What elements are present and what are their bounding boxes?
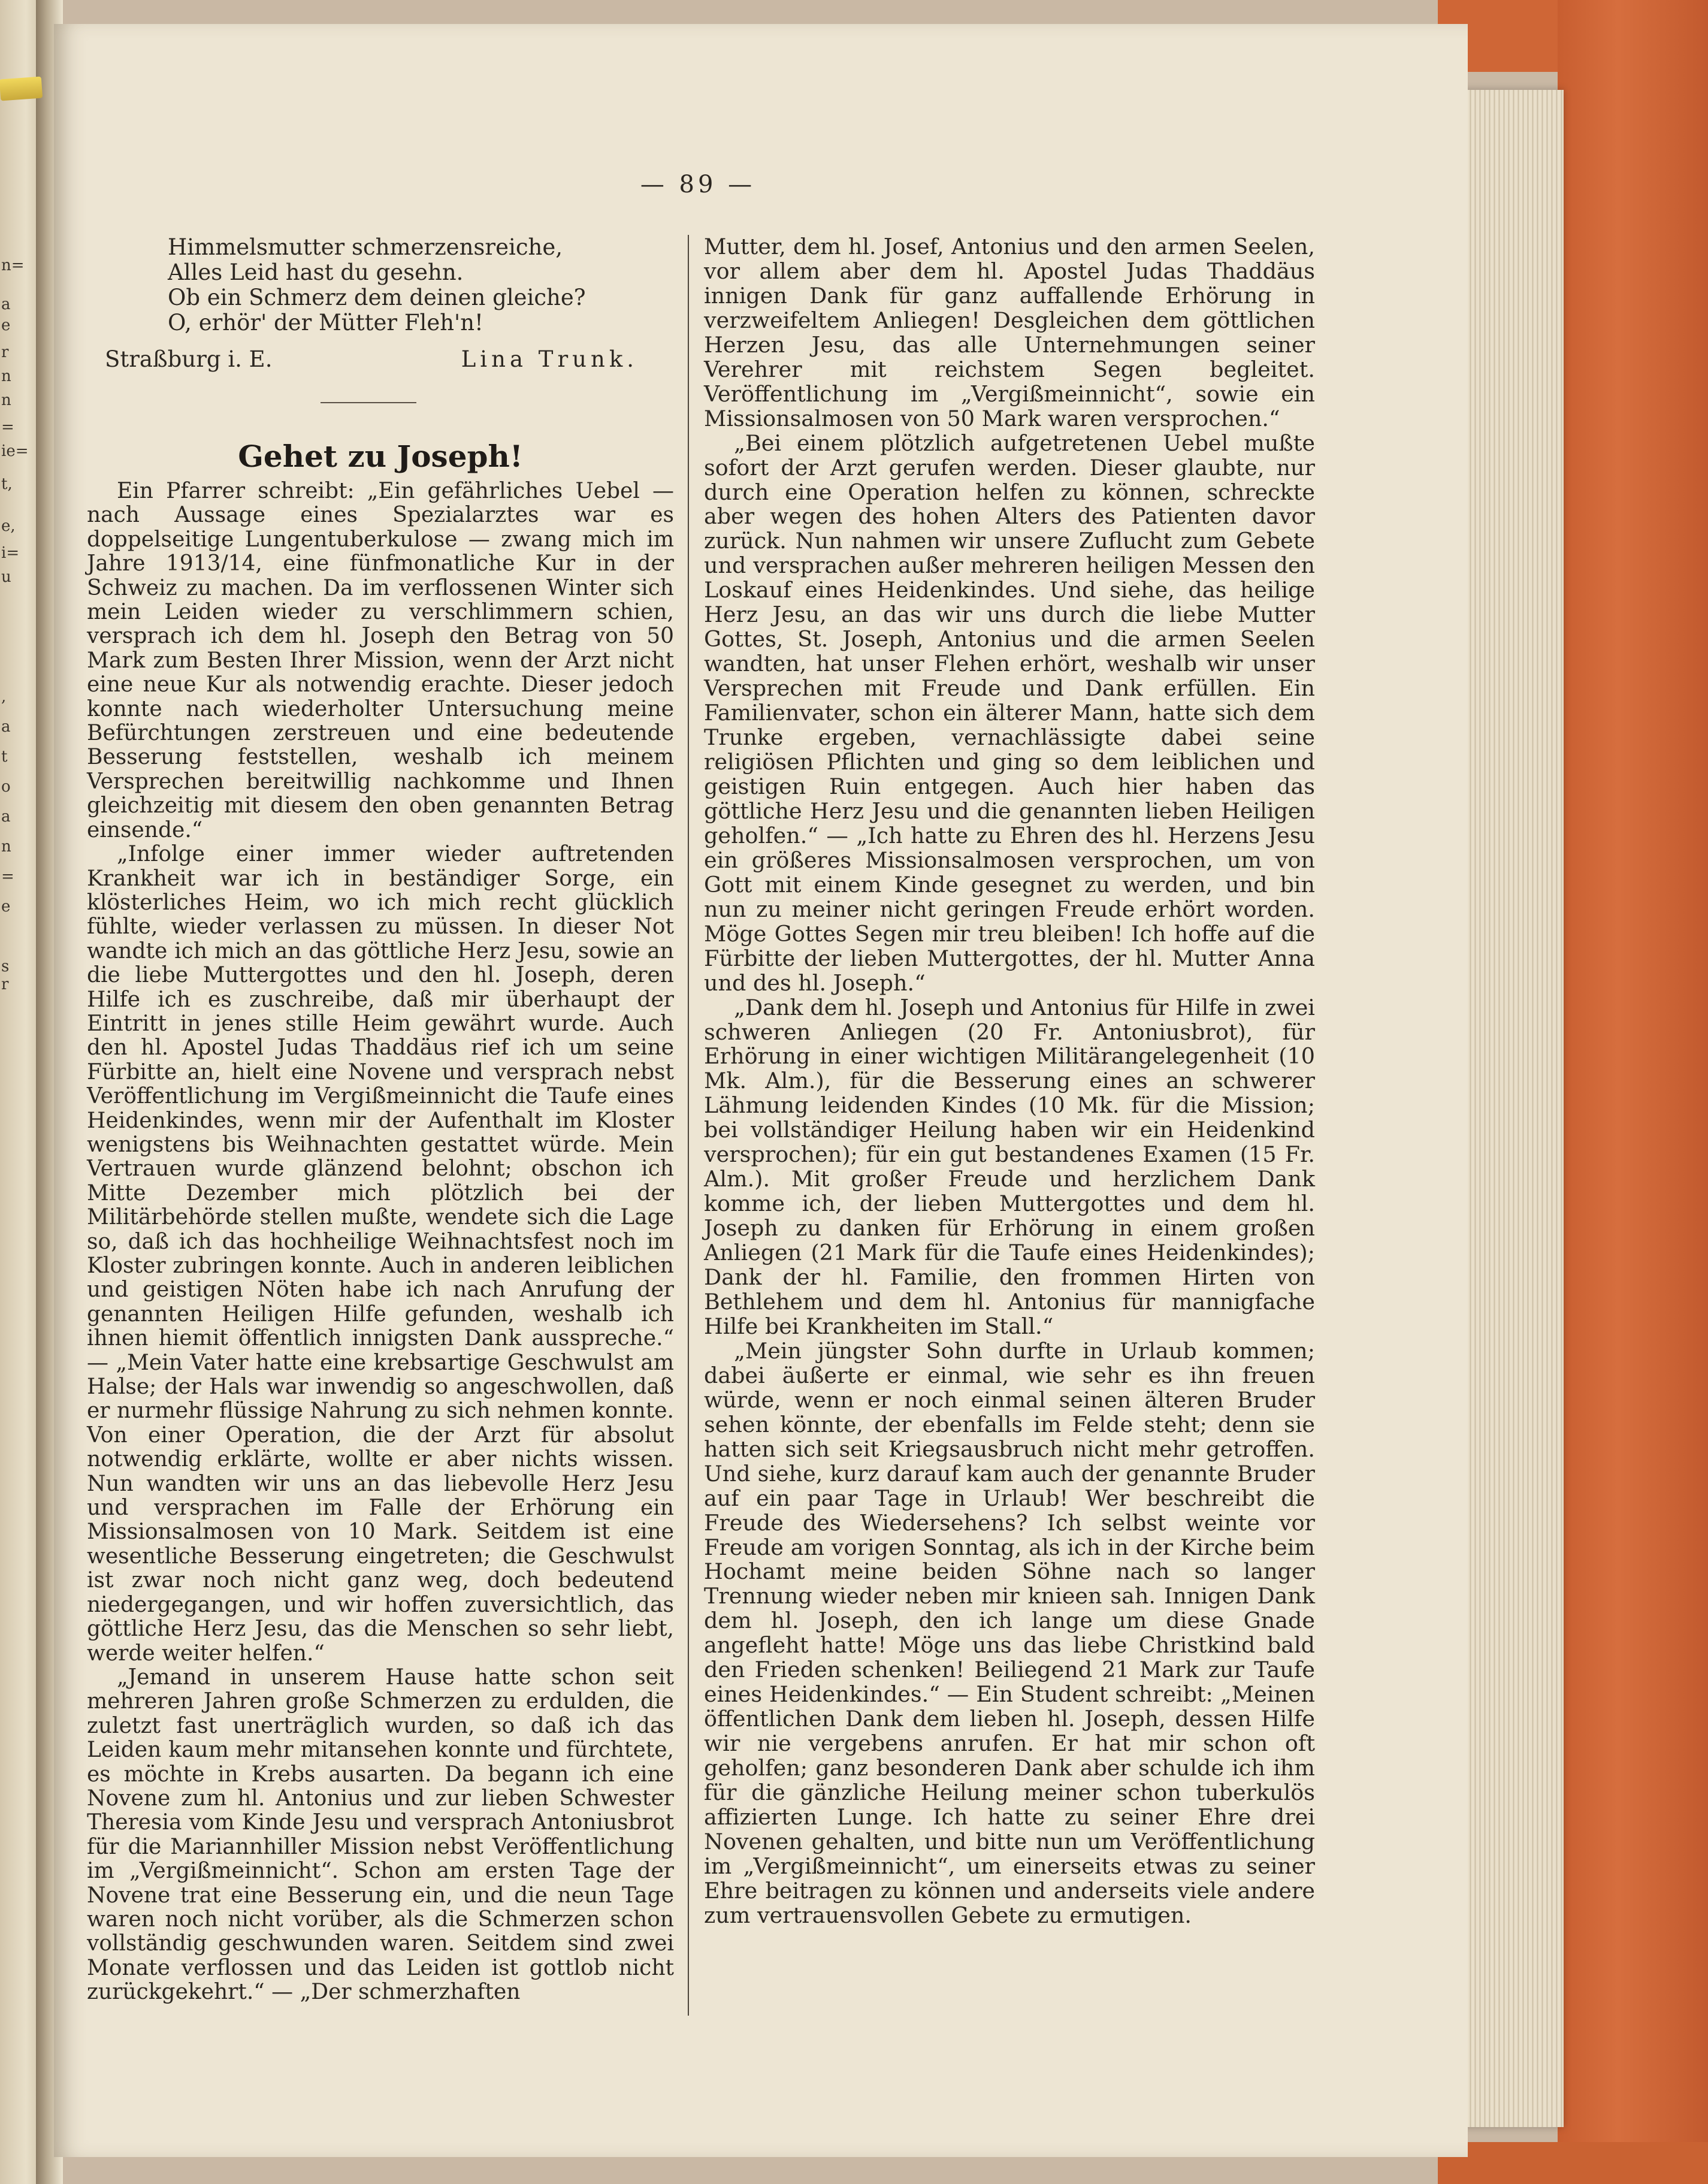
left-page-fragment: e, — [1, 517, 16, 535]
paragraph: „Infolge einer immer wieder auftretenden Krankheit war ich in beständiger Sorge, ein klösterliches Heim, wo ich mich recht glücklich fühlte, wieder verlassen zu müssen. In dieser Not wandte ich mich an das göttliche Herz Jesu, sowie an die liebe Muttergottes und den hl. Joseph, deren Hilfe ich es zuschreibe, daß mir überhaupt der Eintritt in jenes stille Heim gewährt wurde. Auch den hl. Apostel Judas Thaddäus rief ich um seine Fürbitte an, hielt eine Novene und versprach nebst Veröffentlichung im Vergißmeinnicht die Taufe eines Heidenkindes, wenn mir der Aufenthalt im Kloster wenigstens bis Weihnachten gestattet würde. Mein Vertrauen wurde glänzend belohnt; obschon ich Mitte Dezember mich plötzlich bei der Militärbehörde stellen mußte, wendete sich die Lage so, daß ich das hochheilige Weihnachtsfest noch im Kloster zubringen konnte. Auch in anderen leiblichen und geistigen Nöten habe ich nach Anrufung der genannten Heiligen Hilfe gefunden, weshalb ich ihnen hiemit öffentlich innigsten Dank ausspreche.“ — „Mein Vater hatte eine krebsartige Geschwulst am Halse; der Hals war inwendig so angeschwollen, daß er nurmehr flüssige Nahrung zu sich nehmen konnte. Von einer Operation, die der Arzt für absolut notwendig erklärte, wollte er aber nichts wissen. Nun wandten wir uns an das liebevolle Herz Jesu und versprachen im Falle der Erhörung ein Missionsalmosen von 10 Mark. Seitdem ist eine wesentliche Besserung eingetreten; die Geschwulst ist zwar noch nicht ganz weg, doch bedeutend niedergegangen, und wir hoffen zuversichtlich, das göttliche Herz Jesu, das die Menschen so sehr liebt, werde weiter helfen.“ — [87, 842, 674, 1666]
poem — [168, 235, 635, 336]
left-page-fragment: e — [1, 898, 11, 916]
paragraph: „Jemand in unserem Hause hatte schon seit mehreren Jahren große Schmerzen zu erdulden, die zuletzt fast unerträglich wurden, so daß ich das Leiden kaum mehr mitansehen konnte und fürchtete, es möchte in Krebs ausarten. Da begann ich eine Novene zum hl. Antonius und zur lieben Schwester Theresia vom Kinde Jesu und versprach Antoniusbrot für die Mariannhiller Mission nebst Veröffentlichung im „Vergißmeinnicht“. Schon am ersten Tage der Novene trat eine Besserung ein, und die neun Tage waren noch nicht vorüber, als die Schmerzen schon vollständig geschwunden waren. Seitdem sind zwei Monate verflossen und das Leiden ist gottlob nicht zurückgekehrt.“ — „Der schmerzhaften — [87, 1665, 674, 2005]
poem-line: Himmelsmutter schmerzensreiche, — [168, 234, 563, 260]
poem-line: O, erhör' der Mütter Fleh'n! — [168, 310, 483, 336]
left-page-fragment: a — [1, 808, 11, 826]
book-cover-bottom — [1438, 2142, 1708, 2184]
left-page-fragment: , — [1, 688, 7, 706]
left-page-fragment: = — [1, 868, 14, 886]
page-edges — [1462, 90, 1564, 2127]
left-page-fragment: t, — [1, 475, 13, 493]
poem-author: Lina Trunk. — [461, 346, 638, 372]
article-heading: Gehet zu Joseph! — [238, 439, 523, 474]
left-page-fragment: t — [1, 748, 8, 766]
left-page-fragment: a — [1, 295, 11, 313]
bookmark-ribbon — [0, 77, 43, 101]
paragraph: „Mein jüngster Sohn durfte in Urlaub kommen; dabei äußerte er einmal, wie sehr es ihn freuen würde, wenn er noch einmal seinen älteren Bruder sehen könnte, der ebenfalls im Felde steht; denn sie hatten sich seit Kriegsausbruch nicht mehr getroffen. Und siehe, kurz darauf kam auch der genannte Bruder auf ein paar Tage in Urlaub! Wer beschreibt die Freude des Wiedersehens? Ich selbst weinte vor Freude am vorigen Sonntag, als ich in der Kirche beim Hochamt meine beiden Söhne nach so langer Trennung wieder neben mir knieen sah. Innigen Dank dem hl. Joseph, den ich lange um diese Gnade angefleht hatte! Möge uns das liebe Christkind bald den Frieden schenken! Beiliegend 21 Mark zur Taufe eines Heidenkindes.“ — Ein Student schreibt: „Meinen öffentlichen Dank dem lieben hl. Joseph, dessen Hilfe wir nie vergebens anrufen. Er hat mir schon oft geholfen; ganz besonderen Dank aber schulde ich ihm für die gänzliche Heilung meiner schon tuberkulös affizierten Lunge. Ich hatte zu seiner Ehre drei Novenen gehalten, und bitte nun um Veröffentlichung im „Vergißmeinnicht“, um einerseits etwas zu seiner Ehre beitragen zu können und anderseits viele andere zum vertrauensvollen Gebete zu ermutigen. — [704, 1337, 1315, 1928]
poem-line: Alles Leid hast du gesehn. — [168, 259, 464, 285]
left-page-fragment: o — [1, 778, 11, 796]
left-page-fragment: n — [1, 391, 11, 409]
poem-line: Ob ein Schmerz dem deinen gleiche? — [168, 285, 586, 310]
left-column — [87, 479, 674, 2005]
paragraph: Mutter, dem hl. Josef, Antonius und den armen Seelen, vor allem aber dem hl. Apostel Judas Thaddäus innigen Dank für ganz auffallende Erhörung in verzweifeltem Anliegen! Desgleichen dem göttlichen Herzen Jesu, das alle Unternehmungen seiner Verehrer mit reichstem Segen begleitet. Veröffentlichung im „Vergißmeinnicht“, sowie ein Missionsalmosen von 50 Mark waren versprochen.“ — [704, 234, 1315, 431]
left-page-fragment: r — [1, 343, 9, 361]
left-page-fragment: s — [1, 957, 10, 975]
left-page-fragment: a — [1, 718, 11, 736]
left-page-fragment: n — [1, 367, 11, 385]
left-page-fragment: u — [1, 568, 11, 586]
paragraph: Ein Pfarrer schreibt: „Ein gefährliches Uebel — nach Aussage eines Spezialarztes war es doppelseitige Lungentuberkulose — zwang mich im Jahre 1913/14, eine fünfmonatliche Kur in der Schweiz zu machen. Da im verflossenen Winter sich mein Leiden wieder zu verschlimmern schien, versprach ich dem hl. Joseph den Betrag von 50 Mark zum Besten Ihrer Mission, wenn der Arzt nicht eine neue Kur als notwendig erachte. Dieser jedoch konnte nach wiederholter Untersuchung meine Befürchtungen zerstreuen und eine bedeutende Besserung feststellen, weshalb ich meinem Versprechen bereitwillig nachkomme und Ihnen gleichzeitig mit diesem den oben genannten Betrag einsende.“ — [87, 479, 674, 842]
left-page-fragment: ie= — [1, 442, 29, 460]
left-page-fragment: r — [1, 975, 9, 993]
section-divider — [321, 402, 416, 403]
left-page-fragment: n= — [1, 256, 25, 274]
left-page-fragment: n — [1, 838, 11, 856]
poem-place: Straßburg i. E. — [105, 346, 273, 372]
left-page-fragment: = — [1, 418, 14, 436]
paragraph: „Dank dem hl. Joseph und Antonius für Hilfe in zwei schweren Anliegen (20 Fr. Antoniusbrot), für Erhörung in einer wichtigen Militärangelegenheit (10 Mk. Alm.), für die Besserung eines an schwerer Lähmung leidenden Kindes (10 Mk. für die Mission; bei vollständiger Heilung haben wir ein Heidenkind versprochen); für ein gut bestandenes Examen (15 Fr. Alm.). Mit großer Freude und herzlichem Dank komme ich, der lieben Muttergottes und dem hl. Joseph zu danken für Erhörung in einem großen Anliegen (21 Mark für die Taufe eines Heidenkindes); Dank der hl. Familie, den frommen Hirten von Bethlehem und dem hl. Antonius für mannigfache Hilfe bei Krankheiten im Stall.“ — [704, 994, 1315, 1339]
left-page-fragment: e — [1, 316, 11, 334]
paragraph: „Bei einem plötzlich aufgetretenen Uebel mußte sofort der Arzt gerufen werden. Dieser glaubte, nur durch eine Operation helfen zu können, schreckte aber wegen des hohen Alters des Patienten davor zurück. Nun nahmen wir unsere Zuflucht zum Gebete und versprachen außer mehreren heiligen Messen den Loskauf eines Heidenkindes. Und siehe, das heilige Herz Jesu, an das wir uns durch die liebe Mutter Gottes, St. Joseph, Antonius und die armen Seelen wandten, hat unser Flehen erhört, weshalb wir unser Versprechen mit Freude und Dank erfüllen. Ein Familienvater, schon ein älterer Mann, hatte sich dem Trunke ergeben, vernachlässigte dabei seine religiösen Pflichten und ging so dem leiblichen und geistigen Ruin entgegen. Auch hier haben das göttliche Herz Jesu und die genannten lieben Heiligen geholfen.“ — „Ich hatte zu Ehren des hl. Herzens Jesu ein größeres Missionsalmosen versprochen, um von Gott mit einem Kinde gesegnet zu werden, und bin nun zu meiner nicht geringen Freude erhört worden. Möge Gottes Segen mir treu bleiben! Ich hoffe auf die Fürbitte der lieben Muttergottes, der hl. Mutter Anna und des hl. Joseph.“ — [704, 430, 1315, 996]
column-rule — [688, 235, 689, 2016]
page-number: — 89 — — [640, 171, 756, 198]
left-page-fragment: i= — [1, 544, 20, 562]
right-column — [704, 235, 1315, 1928]
book-cover — [1558, 0, 1708, 2184]
